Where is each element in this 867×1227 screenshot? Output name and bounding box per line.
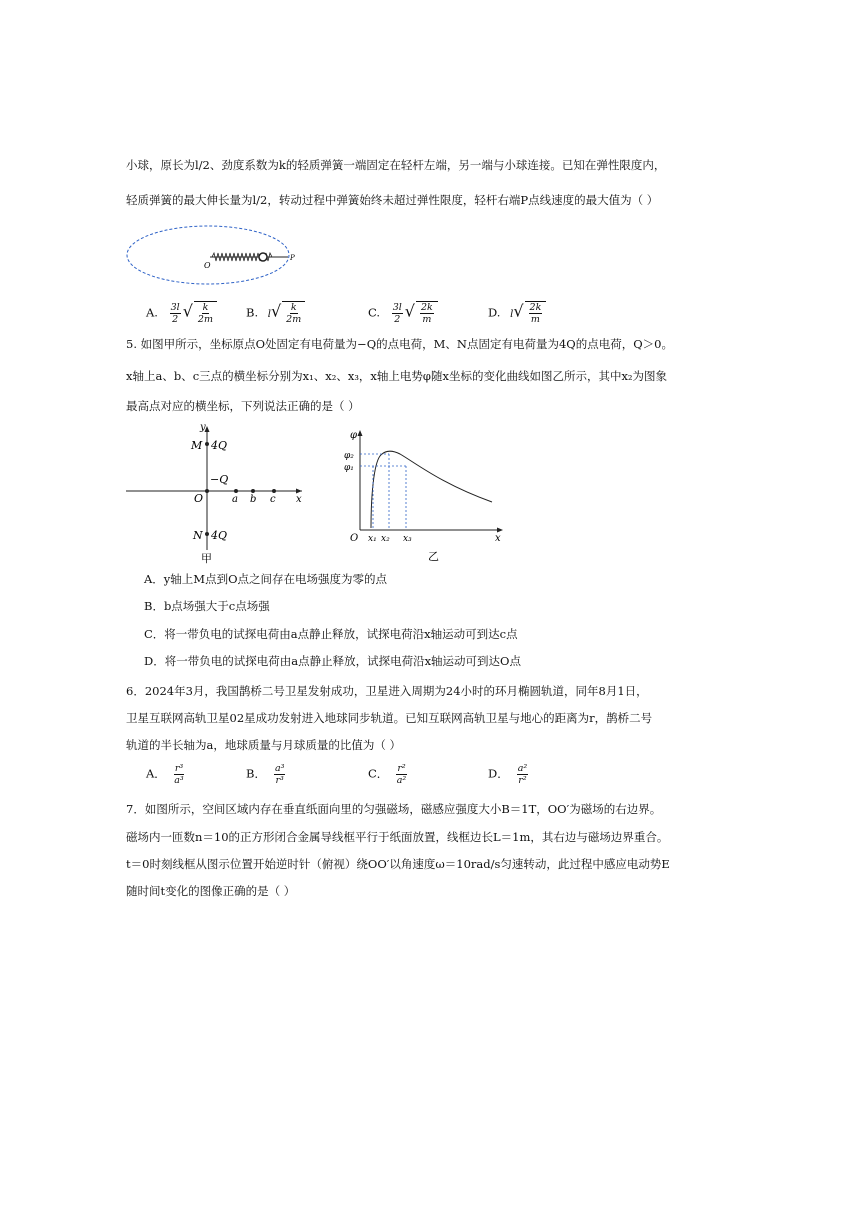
- q5-option-c[interactable]: C．将一带负电的试探电荷由a点静止释放，试探电荷沿x轴运动可到达c点: [144, 627, 518, 641]
- x-arrow: [296, 489, 302, 494]
- q4-line-2: 轻质弹簧的最大伸长量为l/2，转动过程中弹簧始终未超过弹性限度，轻杆右端P点线速度的最大值为（ ）: [126, 193, 659, 207]
- phi2-label: φ₂: [344, 451, 354, 461]
- q4-option-d[interactable]: D. l√ $\frac{2k}{m}$: [488, 301, 546, 325]
- q7-line-3: t＝0时刻线框从图示位置开始逆时针（俯视）绕OO′以角速度ω＝10rad/s匀速转动，此过程中感应电动势E: [126, 857, 670, 871]
- label-m-charge: 4Q: [211, 439, 228, 452]
- q5-option-b[interactable]: B．b点场强大于c点场强: [144, 599, 270, 613]
- label-x1: x₁: [368, 534, 377, 544]
- q4-option-a[interactable]: A. $\frac{3l}{2}$ √ $\frac{k}{2m}$: [146, 301, 217, 325]
- label-o: O: [350, 533, 359, 544]
- q6-option-b[interactable]: B． $\frac{\text{a³}}{\text{r³}}$: [246, 763, 285, 786]
- phi1-label: φ₁: [344, 463, 354, 473]
- label-x3: x₃: [403, 534, 412, 544]
- phi-label: φ: [350, 430, 358, 441]
- q5-option-a[interactable]: A．y轴上M点到O点之间存在电场强度为零的点: [144, 572, 388, 586]
- caption-yi: 乙: [428, 550, 439, 563]
- q5-line-3: 最高点对应的横坐标，下列说法正确的是（ ）: [126, 399, 360, 413]
- label-o: O: [204, 261, 211, 270]
- y-label: y: [200, 422, 206, 433]
- q5-option-d[interactable]: D．将一带负电的试探电荷由a点静止释放，试探电荷沿x轴运动可到达O点: [144, 654, 521, 668]
- charge-n: [205, 532, 209, 536]
- label-b: b: [250, 494, 257, 505]
- x-label: x: [495, 533, 501, 544]
- q4-rotating-spring-figure: [124, 222, 294, 288]
- label-o: O: [194, 492, 204, 505]
- q4-line-1: 小球，原长为l/2、劲度系数为k的轻质弹簧一端固定在轻杆左端，另一端与小球连接。已知在弹性限度内，: [126, 158, 666, 172]
- q7-line-2: 磁场内一匝数n＝10的正方形闭合金属导线框平行于纸面放置，线框边长L＝1m，其右边与磁场边界重合。: [126, 830, 669, 844]
- q6-line-1: 6．2024年3月，我国鹊桥二号卫星发射成功，卫星进入周期为24小时的环月椭圆轨道，同年8月1日，: [126, 684, 648, 698]
- q7-line-4: 随时间t变化的图像正确的是（ ）: [126, 884, 296, 898]
- x-label: x: [296, 494, 302, 505]
- q6-line-2: 卫星互联网高轨卫星02星成功发射进入地球同步轨道。已知互联网高轨卫星与地心的距离为r，鹊桥二号: [126, 711, 653, 725]
- q6-option-a[interactable]: A． $\frac{\text{r³}}{\text{a³}}$: [146, 763, 184, 786]
- q5-line-2: x轴上a、b、c三点的横坐标分别为x₁、x₂、x₃，x轴上电势φ随x坐标的变化曲线如图乙所示，其中x₂为图象: [126, 369, 668, 383]
- point-a: [234, 489, 238, 493]
- label-m: M: [191, 439, 203, 452]
- x-arrow: [497, 528, 503, 533]
- label-n-charge: 4Q: [211, 529, 228, 542]
- ball: [259, 253, 267, 261]
- caption-jia: 甲: [201, 552, 212, 565]
- q5-figure-yi: [342, 424, 512, 566]
- charge-o: [205, 489, 209, 493]
- label-n: N: [193, 529, 203, 542]
- q6-option-d[interactable]: D． $\frac{\text{a²}}{\text{r²}}$: [488, 763, 528, 786]
- label-x2: x₂: [381, 534, 390, 544]
- label-o-charge: −Q: [210, 473, 229, 486]
- label-p: P: [290, 254, 295, 262]
- q5-line-1: 5. 如图甲所示，坐标原点O处固定有电荷量为−Q的点电荷，M、N点固定有电荷量为4Q的点电荷，Q＞0。: [126, 337, 673, 351]
- q4-option-c[interactable]: C. $\frac{3l}{2}$ √ $\frac{2k}{m}$: [368, 301, 438, 325]
- charge-m: [205, 442, 209, 446]
- q6-line-3: 轨道的半长轴为a，地球质量与月球质量的比值为（ ）: [126, 738, 402, 752]
- q5-figure-jia: [124, 420, 314, 570]
- label-c: c: [270, 494, 276, 505]
- phi-arrow: [358, 430, 363, 436]
- q7-line-1: 7．如图所示，空间区域内存在垂直纸面向里的匀强磁场，磁感应强度大小B＝1T，OO′为磁场的右边界。: [126, 802, 662, 816]
- q4-option-b[interactable]: B. l√ $\frac{k}{2m}$: [246, 301, 305, 325]
- point-b: [251, 489, 255, 493]
- point-c: [272, 489, 276, 493]
- label-a: a: [232, 494, 238, 505]
- q6-option-c[interactable]: C． $\frac{\text{r²}}{\text{a²}}$: [368, 763, 407, 786]
